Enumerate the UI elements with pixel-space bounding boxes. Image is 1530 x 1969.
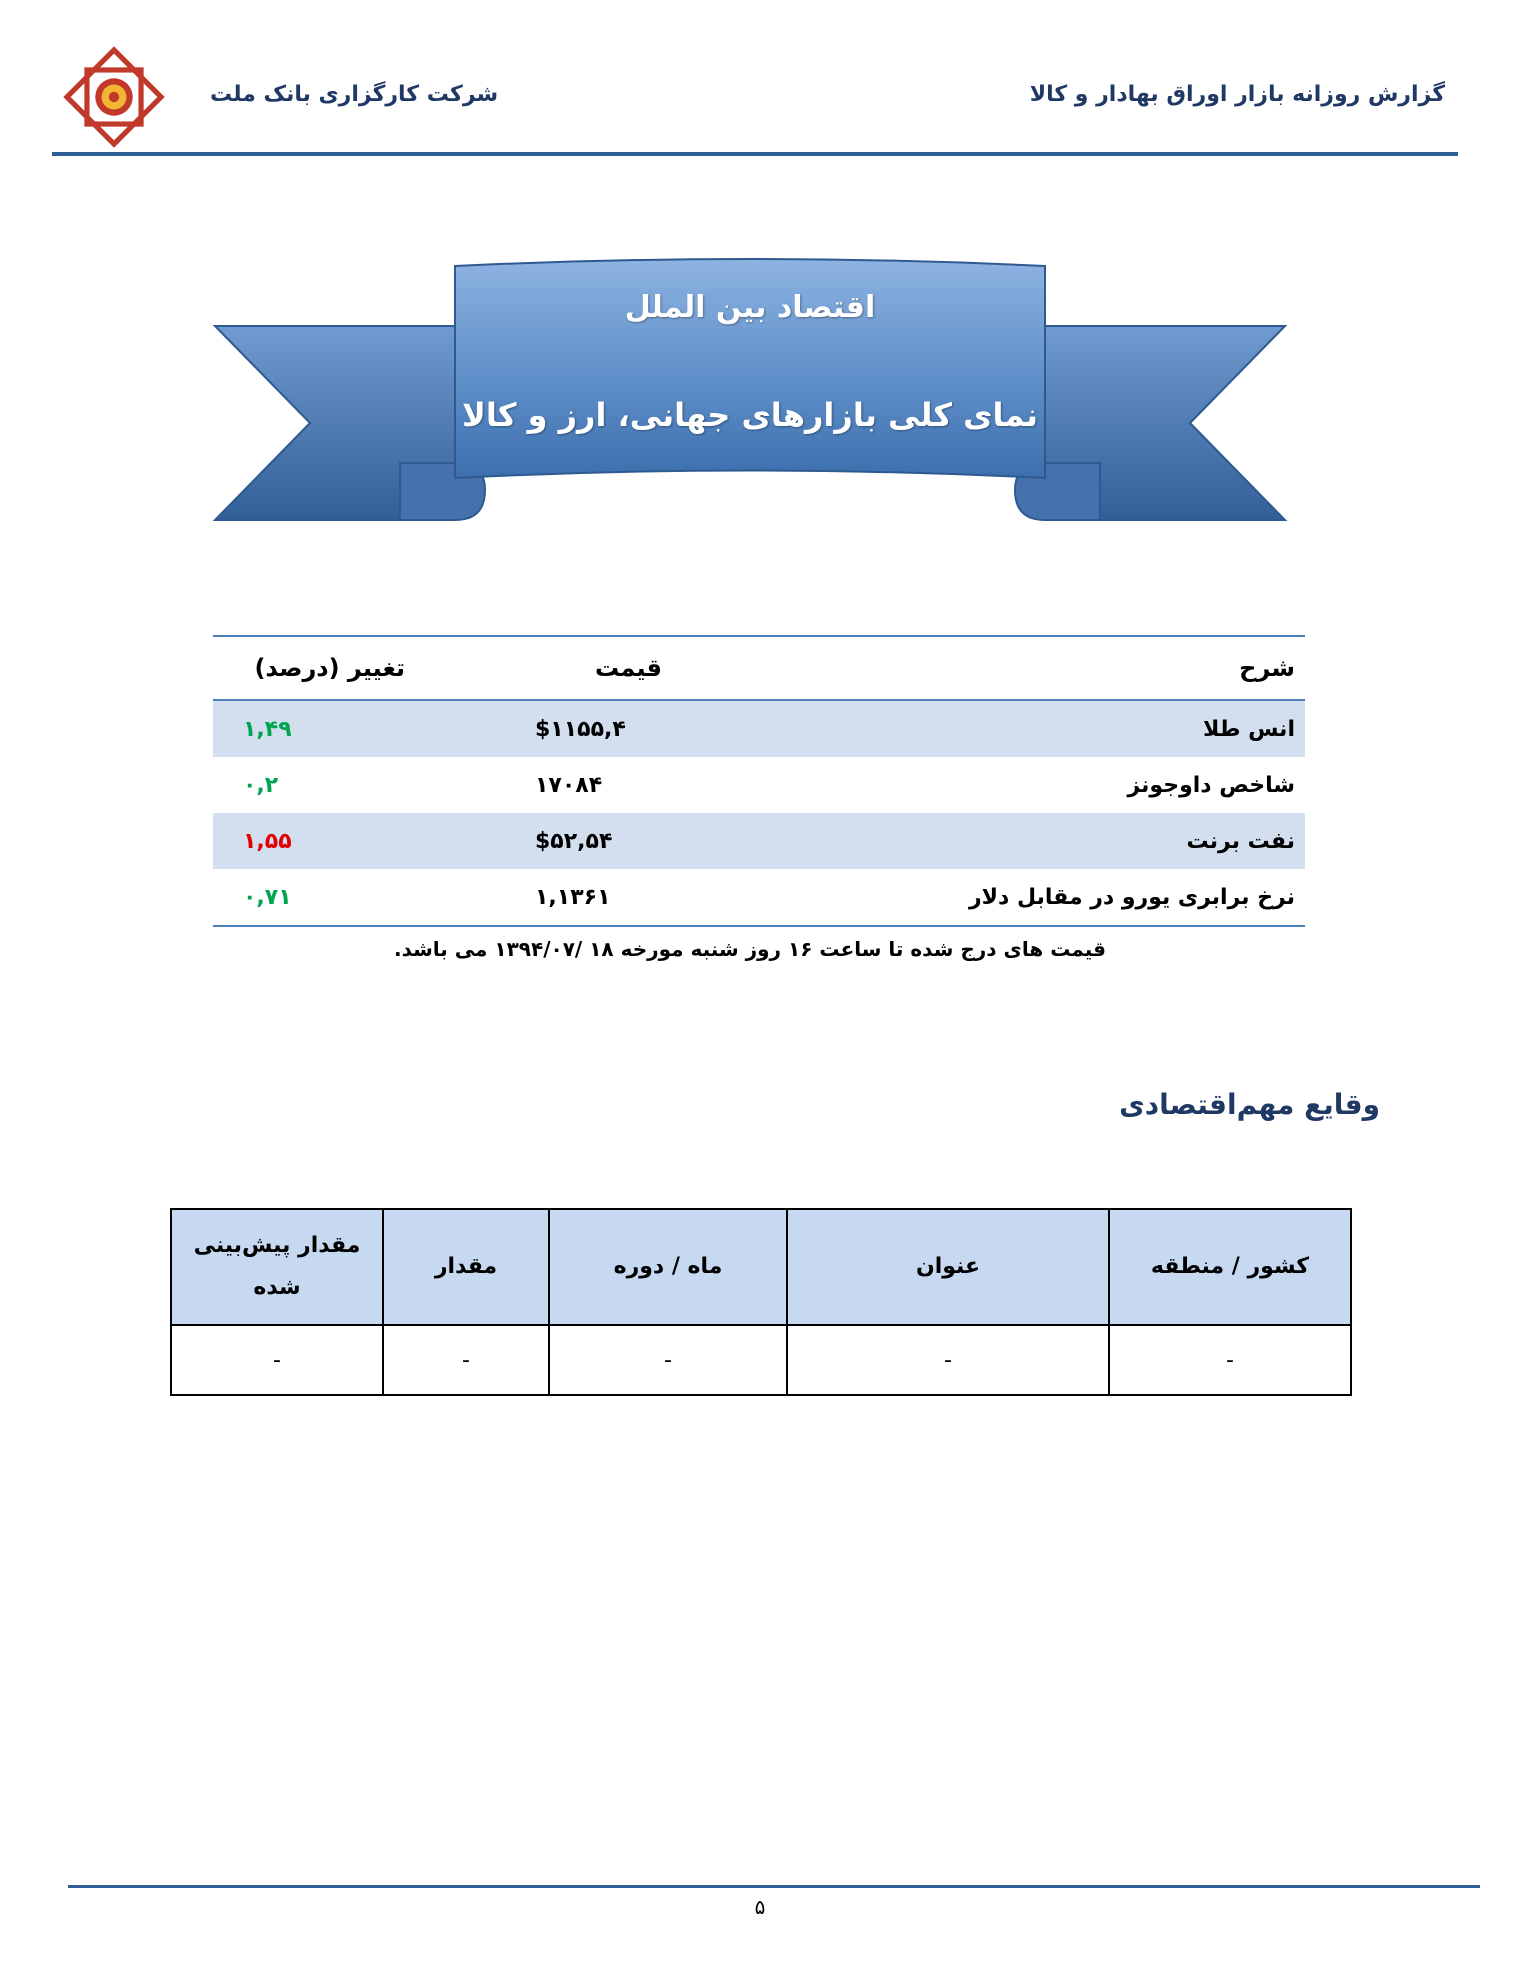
price-timestamp-note: قیمت های درج شده تا ساعت ۱۶ روز شنبه مورخه ۱۸ /۱۳۹۴/۰۷ می باشد. xyxy=(393,937,1107,961)
events-heading: وقایع مهم‌اقتصادی xyxy=(1119,1088,1380,1121)
row-description: انس طلا xyxy=(935,700,1305,757)
market-table xyxy=(213,635,1305,927)
table-row xyxy=(171,1325,1351,1395)
row-description: نفت برنت xyxy=(935,813,1305,869)
header-divider xyxy=(52,152,1458,156)
cell-amount: - xyxy=(383,1325,549,1395)
row-description: شاخص داوجونز xyxy=(1127,772,1295,798)
page-number: ۵ xyxy=(754,1895,766,1919)
footer-divider xyxy=(68,1885,1480,1888)
events-table xyxy=(170,1208,1352,1396)
cell-forecast: - xyxy=(171,1325,383,1395)
table-row xyxy=(213,757,1305,813)
table-row xyxy=(213,700,1305,757)
banner-subtitle: نمای کلی بازارهای جهانی، ارز و کالا xyxy=(462,396,1038,434)
table-row xyxy=(213,813,1305,869)
company-logo xyxy=(62,45,166,149)
header-country: کشور / منطقه xyxy=(1109,1209,1351,1325)
row-change: ۱,۵۵ xyxy=(213,813,505,869)
row-price: ۱۷۰۸۴ xyxy=(535,772,603,798)
row-price: $۵۲,۵۴ xyxy=(505,813,935,869)
row-change: ۱,۴۹ xyxy=(213,700,505,757)
cell-period: - xyxy=(549,1325,787,1395)
row-change: ۰,۲ xyxy=(243,772,279,798)
banner-title: اقتصاد بین الملل xyxy=(624,290,876,325)
header-period: ماه / دوره xyxy=(549,1209,787,1325)
row-description: نرخ برابری یورو در مقابل دلار xyxy=(969,884,1295,910)
row-price: $۱۱۵۵,۴ xyxy=(505,700,935,757)
header-forecast xyxy=(171,1209,383,1325)
header-forecast-line1: مقدار پیش‌بینی xyxy=(193,1233,361,1259)
header-amount: مقدار xyxy=(383,1209,549,1325)
table-row xyxy=(213,869,1305,926)
header-forecast-line2: شده xyxy=(253,1275,301,1300)
row-change: ۰,۷۱ xyxy=(243,884,292,910)
cell-title: - xyxy=(787,1325,1109,1395)
row-price: ۱,۱۳۶۱ xyxy=(535,884,611,910)
events-table-header xyxy=(171,1209,1351,1325)
company-name: شرکت کارگزاری بانک ملت xyxy=(210,82,499,107)
header-title: عنوان xyxy=(787,1209,1109,1325)
header-description: شرح xyxy=(935,636,1305,700)
header-price: قیمت xyxy=(505,636,935,700)
header-change: تغییر (درصد) xyxy=(213,636,505,700)
cell-country: - xyxy=(1109,1325,1351,1395)
report-title: گزارش روزانه بازار اوراق بهادار و کالا xyxy=(1029,82,1445,107)
market-table-header xyxy=(213,636,1305,700)
